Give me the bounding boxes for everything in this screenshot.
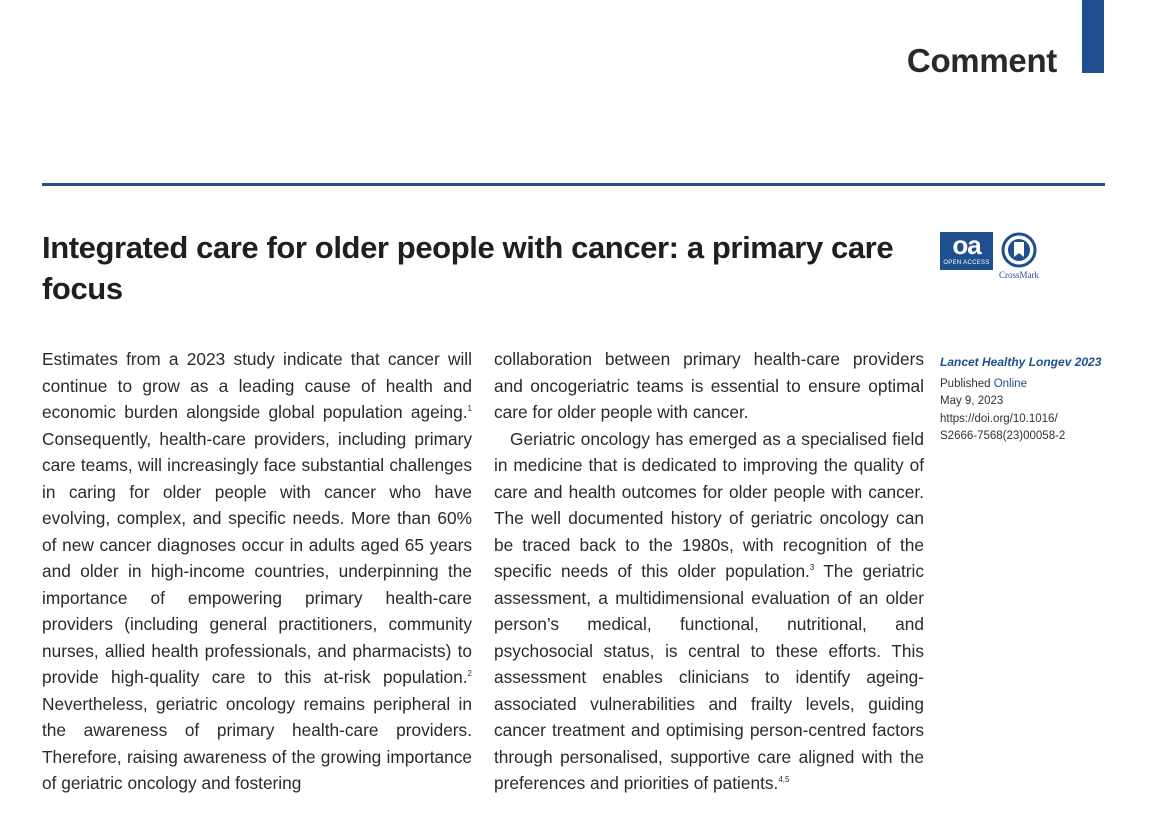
open-access-label: OPEN ACCESS: [943, 260, 990, 266]
article-title: Integrated care for older people with cancer: a primary care focus: [42, 230, 894, 306]
doi-link-line-2[interactable]: S2666-7568(23)00058-2: [940, 430, 1066, 443]
published-prefix: Published: [940, 377, 991, 390]
corner-accent-bar: [1082, 0, 1104, 73]
body-text: Estimates from a 2023 study indicate that cancer will continue to grow as a leading cause of health and economic burden alongside global population ageing.: [42, 349, 472, 422]
header-divider: [42, 183, 1105, 186]
article-info-sidebar: [940, 354, 1130, 446]
body-paragraph: [42, 346, 472, 797]
crossmark-label: CrossMark: [999, 270, 1039, 280]
reference-link[interactable]: 4,5: [778, 775, 790, 785]
body-text: Nevertheless, geriatric oncology remains peripheral in the awareness of primary health-care providers. Therefore, raising awareness of the growing importance of geriatric oncology and fostering: [42, 693, 472, 793]
reference-link[interactable]: 1: [467, 404, 472, 414]
crossmark-badge[interactable]: [998, 232, 1040, 282]
body-column-1: [42, 346, 472, 797]
body-column-2: [494, 346, 924, 797]
journal-citation: Lancet Healthy Longev 2023: [940, 355, 1102, 369]
open-access-badge[interactable]: [940, 232, 993, 270]
reference-link[interactable]: 3: [809, 563, 815, 573]
body-text: Consequently, health-care providers, including primary care teams, will increasingly face substantial challenges in caring for older people with cancer who have evolving, complex, and specific needs. More than 60% of new cancer diagnoses occur in adults aged 65 years and older in high-income countries, underpinning the importance of empowering primary health-care providers (including general practitioners, community nurses, allied health professionals, and pharmacists) to provide high-quality care to this at-risk population.: [42, 428, 472, 687]
published-online: Online: [993, 377, 1027, 390]
publication-date: May 9, 2023: [940, 395, 1004, 408]
open-access-logo-text: oa: [952, 230, 981, 260]
reference-link[interactable]: 2: [467, 669, 472, 679]
body-paragraph: [494, 426, 924, 797]
body-text: Geriatric oncology has emerged as a specialised field in medicine that is dedicated to improving the quality of care and health outcomes for older people with cancer. The well documented history of geriatric oncology can be traced back to the 1980s, with recognition of the specific needs of this older population.: [494, 428, 924, 581]
published-line: [940, 376, 1130, 394]
body-text: The geriatric assessment, a multidimensional evaluation of an older person’s medical, functional, nutritional, and psychosocial status, is central to these efforts. This assessment enables clinicians to identify ageing-associated vulnerabilities and frailty levels, guiding cancer treatment and optimising person-centred factors through personalised, supportive care aligned with the preferences and priorities of patients.: [494, 561, 924, 793]
section-label: Comment: [906, 42, 1057, 79]
body-paragraph: collaboration between primary health-care providers and oncogeriatric teams is essential to ensure optimal care for older people with cancer.: [494, 349, 924, 422]
doi-link-line-1[interactable]: https://doi.org/10.1016/: [940, 412, 1058, 425]
crossmark-icon: [1001, 232, 1037, 268]
